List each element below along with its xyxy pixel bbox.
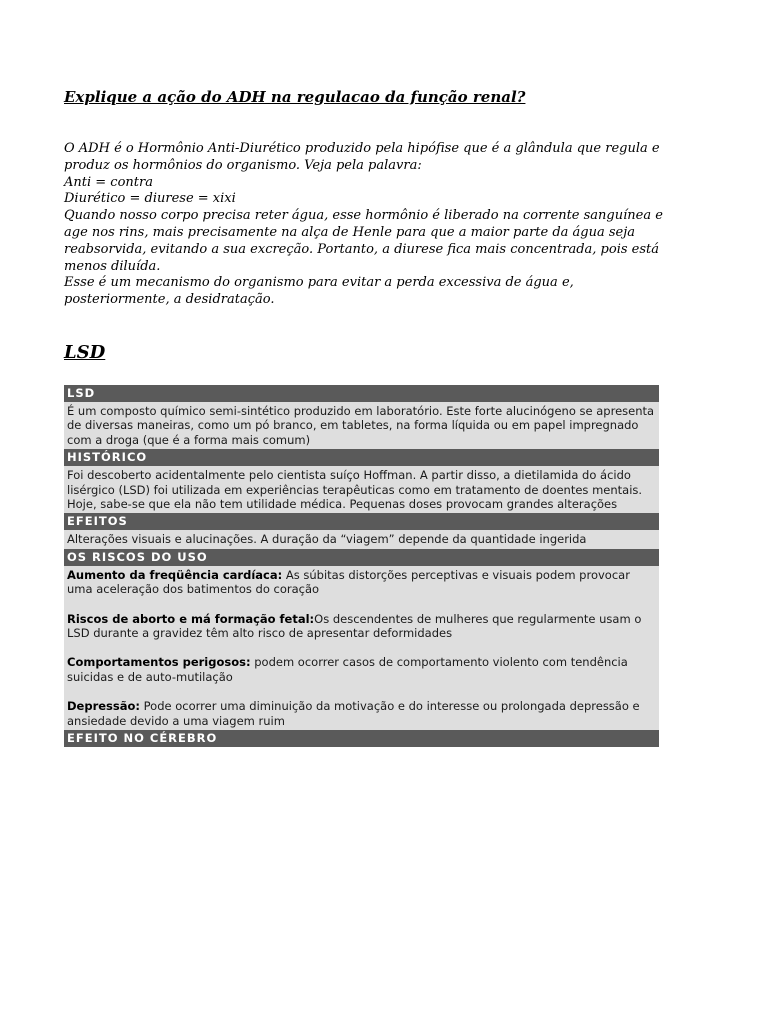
risk-item: [67, 612, 656, 641]
section-body-riscos: [64, 566, 659, 730]
answer-paragraph: Quando nosso corpo precisa reter água, esse hormônio é liberado na corrente sanguínea e age nos rins, mais precisamente na alça de Henle para que a maior parte da água seja reabsorvida, evitando a sua excreção. Portanto, a diurese fica mais concentrada, pois está menos diluída.: [64, 208, 663, 274]
risk-label: Riscos de aborto e má formação fetal:: [67, 611, 315, 626]
section-header-historico: HISTÓRICO: [64, 449, 659, 466]
section-body-lsd: É um composto químico semi-sintético produzido em laboratório. Este forte alucinógeno se apresenta de diversas maneiras, como um pó branco, em tabletes, na forma líquida ou em papel impregnado com a droga (que é a forma mais comum): [64, 402, 659, 449]
section-header-lsd: LSD: [64, 385, 659, 402]
risk-text: podem ocorrer casos de comportamento violento com tendência suicidas e de auto-mutilação: [67, 655, 628, 684]
section-body-efeitos: Alterações visuais e alucinações. A duração da “viagem” depende da quantidade ingerida: [64, 530, 659, 548]
lsd-heading: LSD: [64, 342, 106, 363]
risk-text: As súbitas distorções perceptivas e visuais podem provocar uma aceleração dos batimentos do coração: [67, 567, 630, 597]
risk-item: [67, 699, 656, 728]
risk-label: Comportamentos perigosos:: [67, 655, 251, 670]
risk-item: [67, 568, 656, 597]
answer-text: [64, 141, 664, 309]
question-title: Explique a ação do ADH na regulacao da função renal?: [64, 88, 526, 106]
answer-paragraph: Esse é um mecanismo do organismo para evitar a perda excessiva de água e, posteriormente, a desidratação.: [64, 275, 574, 308]
section-header-efeitos: EFEITOS: [64, 513, 659, 530]
risk-item: [67, 655, 656, 684]
answer-paragraph: Anti = contra: [64, 174, 153, 190]
risk-text: Pode ocorrer uma diminuição da motivação e do interesse ou prolongada depressão e ansiedade devido a uma viagem ruim: [67, 699, 640, 728]
lsd-info-table: [64, 385, 659, 747]
answer-paragraph: Diurético = diurese = xixi: [64, 191, 236, 207]
risk-text: Os descendentes de mulheres que regularmente usam o LSD durante a gravidez têm alto risco de apresentar deformidades: [67, 611, 642, 641]
answer-paragraph: O ADH é o Hormônio Anti-Diurético produzido pela hipófise que é a glândula que regula e produz os hormônios do organismo. Veja pela palavra:: [64, 141, 660, 173]
section-header-cerebro: EFEITO NO CÉREBRO: [64, 730, 659, 747]
section-body-historico: Foi descoberto acidentalmente pelo cientista suíço Hoffman. A partir disso, a dietilamida do ácido lisérgico (LSD) foi utilizada em experiências terapêuticas como em tratamento de doentes mentais. Hoje, sabe-se que ela não tem utilidade médica. Pequenas doses provocam grandes alterações: [64, 466, 659, 513]
risk-label: Aumento da freqüência cardíaca:: [67, 567, 283, 582]
section-header-riscos: OS RISCOS DO USO: [64, 549, 659, 566]
risk-label: Depressão:: [67, 699, 140, 714]
